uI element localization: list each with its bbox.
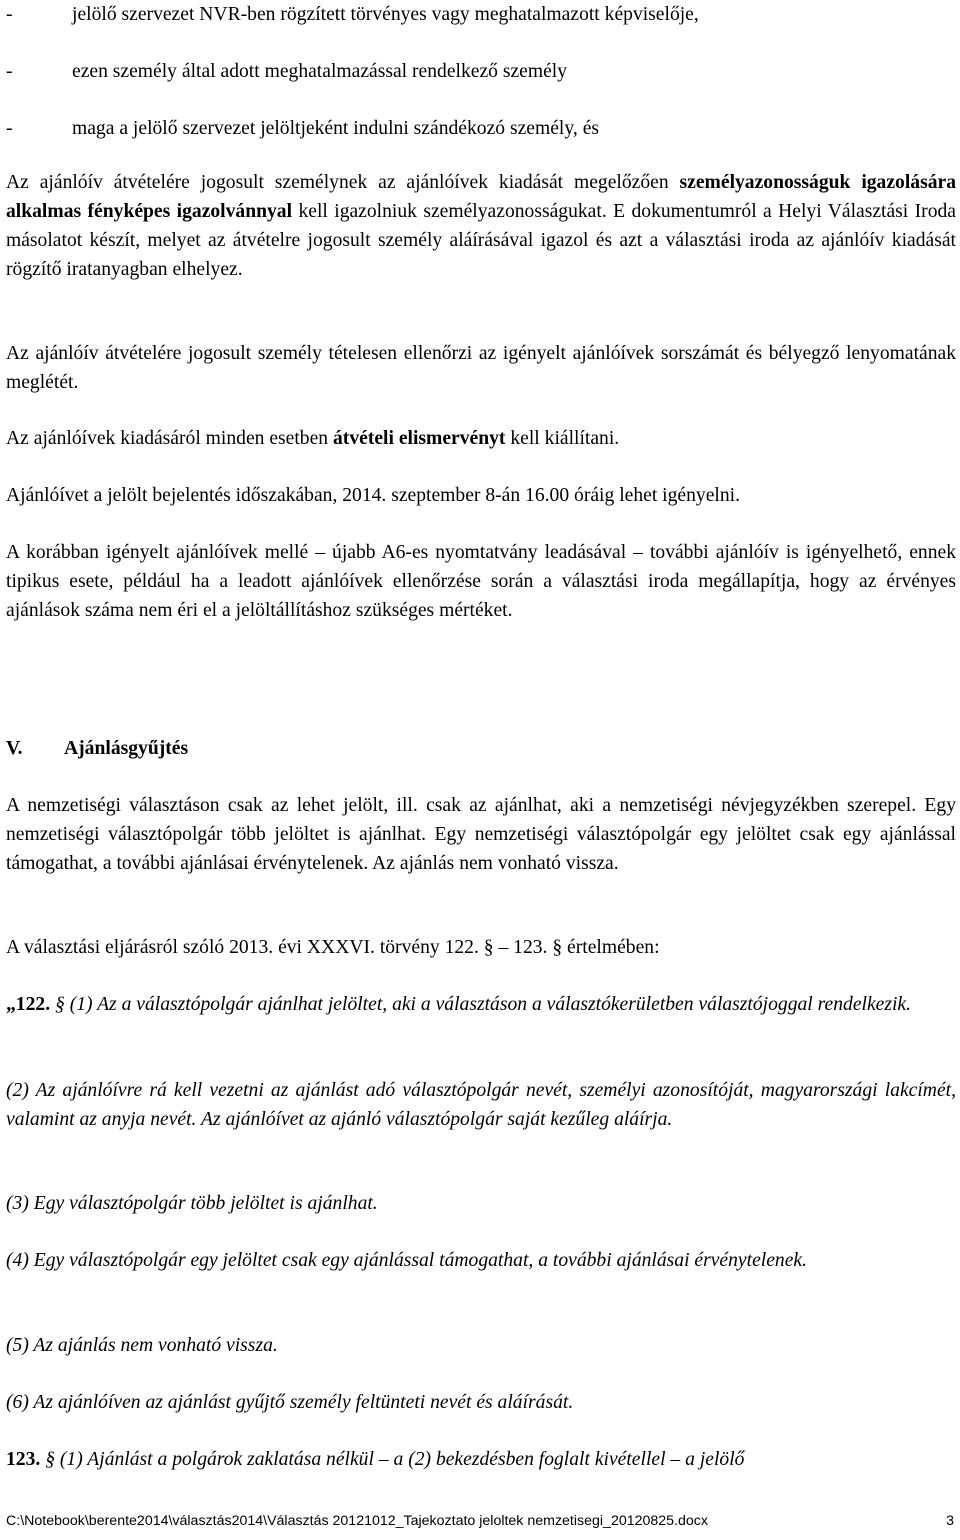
bullet-dash: -	[6, 61, 13, 82]
law-text: § (1) Az a választópolgár ajánlhat jelöltet, aki a választáson a választókerületben választójoggal rendelkezik.	[50, 994, 912, 1015]
paragraph-law-reference: A választási eljárásról szóló 2013. évi XXXVI. törvény 122. § – 123. § értelmében:	[6, 937, 660, 958]
bold-phrase: átvételi elismervényt	[333, 428, 506, 449]
paragraph-additional-sheets: A korábban igényelt ajánlóívek mellé – újabb A6-es nyomtatvány leadásával – további ajánlóív is igényelhető, ennek tipikus esete, például ha a leadott ajánlóívek ellenőrzése során a választási iroda megállapítja, hogy az érvényes ajánlások száma nem éri el a jelöltállításhoz szükséges mértéket.	[6, 542, 956, 621]
law-section-number: 123.	[6, 1449, 41, 1470]
law-section-122-5: (5) Az ajánlás nem vonható vissza.	[6, 1335, 278, 1356]
page-footer	[6, 1512, 954, 1530]
list-item-text: maga a jelölő szervezet jelöltjeként indulni szándékozó személy, és	[72, 118, 600, 139]
law-section-122-1	[6, 990, 956, 1019]
paragraph-text: Az ajánlóív átvételére jogosult személynek az ajánlóívek kiadását megelőzően	[6, 172, 680, 193]
page-number: 3	[946, 1513, 954, 1529]
list-item-text: jelölő szervezet NVR-ben rögzített törvényes vagy meghatalmazott képviselője,	[72, 4, 699, 25]
list-item	[6, 57, 946, 114]
paragraph-id-check	[6, 168, 956, 284]
paragraph-nominee-eligibility: A nemzetiségi választáson csak az lehet jelölt, ill. csak az ajánlhat, aki a nemzetiségi névjegyzékben szerepel. Egy nemzetiségi választópolgár több jelöltet is ajánlhat. Egy nemzetiségi választópolgár egy jelöltet csak egy ajánlással támogathat, a további ajánlásai érvénytelenek. Az ajánlás nem vonható vissza.	[6, 795, 956, 874]
paragraph-deadline: Ajánlóívet a jelölt bejelentés időszakában, 2014. szeptember 8-án 16.00 óráig lehet igényelni.	[6, 485, 740, 506]
footer-file-path: C:\Notebook\berente2014\választás2014\Választás 20121012_Tajekoztato jeloltek nemzetisegi_20120825.docx	[6, 1513, 708, 1529]
paragraph-text: kell kiállítani.	[505, 428, 620, 449]
paragraph-receipt	[6, 424, 956, 453]
paragraph-text: kell igazolniuk személyazonosságukat. E dokumentumról a Helyi Választási Iroda másolatot készít, melyet az átvételre jogosult személy aláírásával igazol és azt a választási iroda az ajánlóív kiadását rögzítő iratanyagban elhelyez.	[6, 201, 956, 280]
bold-phrase: személyazonosságuk igazolására alkalmas fényképes igazolvánnyal	[6, 172, 956, 222]
paragraph-verification: Az ajánlóív átvételére jogosult személy tételesen ellenőrzi az igényelt ajánlóívek sorszámát és bélyegző lenyomatának meglétét.	[6, 343, 956, 393]
bullet-list	[6, 0, 946, 171]
law-section-122-4: (4) Egy választópolgár egy jelöltet csak egy ajánlással támogathat, a további ajánlásai érvénytelenek.	[6, 1250, 807, 1271]
law-text: § (1) Ajánlást a polgárok zaklatása nélkül – a (2) bekezdésben foglalt kivétellel – a jelölő	[40, 1449, 745, 1470]
list-item	[6, 114, 946, 171]
list-item	[6, 0, 946, 57]
law-section-number: „122.	[6, 994, 51, 1015]
section-heading	[6, 734, 188, 763]
law-section-122-3: (3) Egy választópolgár több jelöltet is ajánlhat.	[6, 1193, 378, 1214]
bullet-dash: -	[6, 4, 13, 25]
bullet-dash: -	[6, 118, 13, 139]
paragraph-text: Az ajánlóívek kiadásáról minden esetben	[6, 428, 333, 449]
section-number: V.	[6, 738, 23, 759]
law-section-122-2: (2) Az ajánlóívre rá kell vezetni az ajánlást adó választópolgár nevét, személyi azonosítóját, magyarországi lakcímét, valamint az anyja nevét. Az ajánlóívet az ajánló választópolgár saját kezűleg aláírja.	[6, 1080, 956, 1130]
list-item-text: ezen személy által adott meghatalmazással rendelkező személy	[72, 61, 568, 82]
section-title: Ajánlásgyűjtés	[64, 738, 189, 759]
law-section-122-6: (6) Az ajánlóíven az ajánlást gyűjtő személy feltünteti nevét és aláírását.	[6, 1392, 574, 1413]
law-section-123-1	[6, 1445, 956, 1474]
